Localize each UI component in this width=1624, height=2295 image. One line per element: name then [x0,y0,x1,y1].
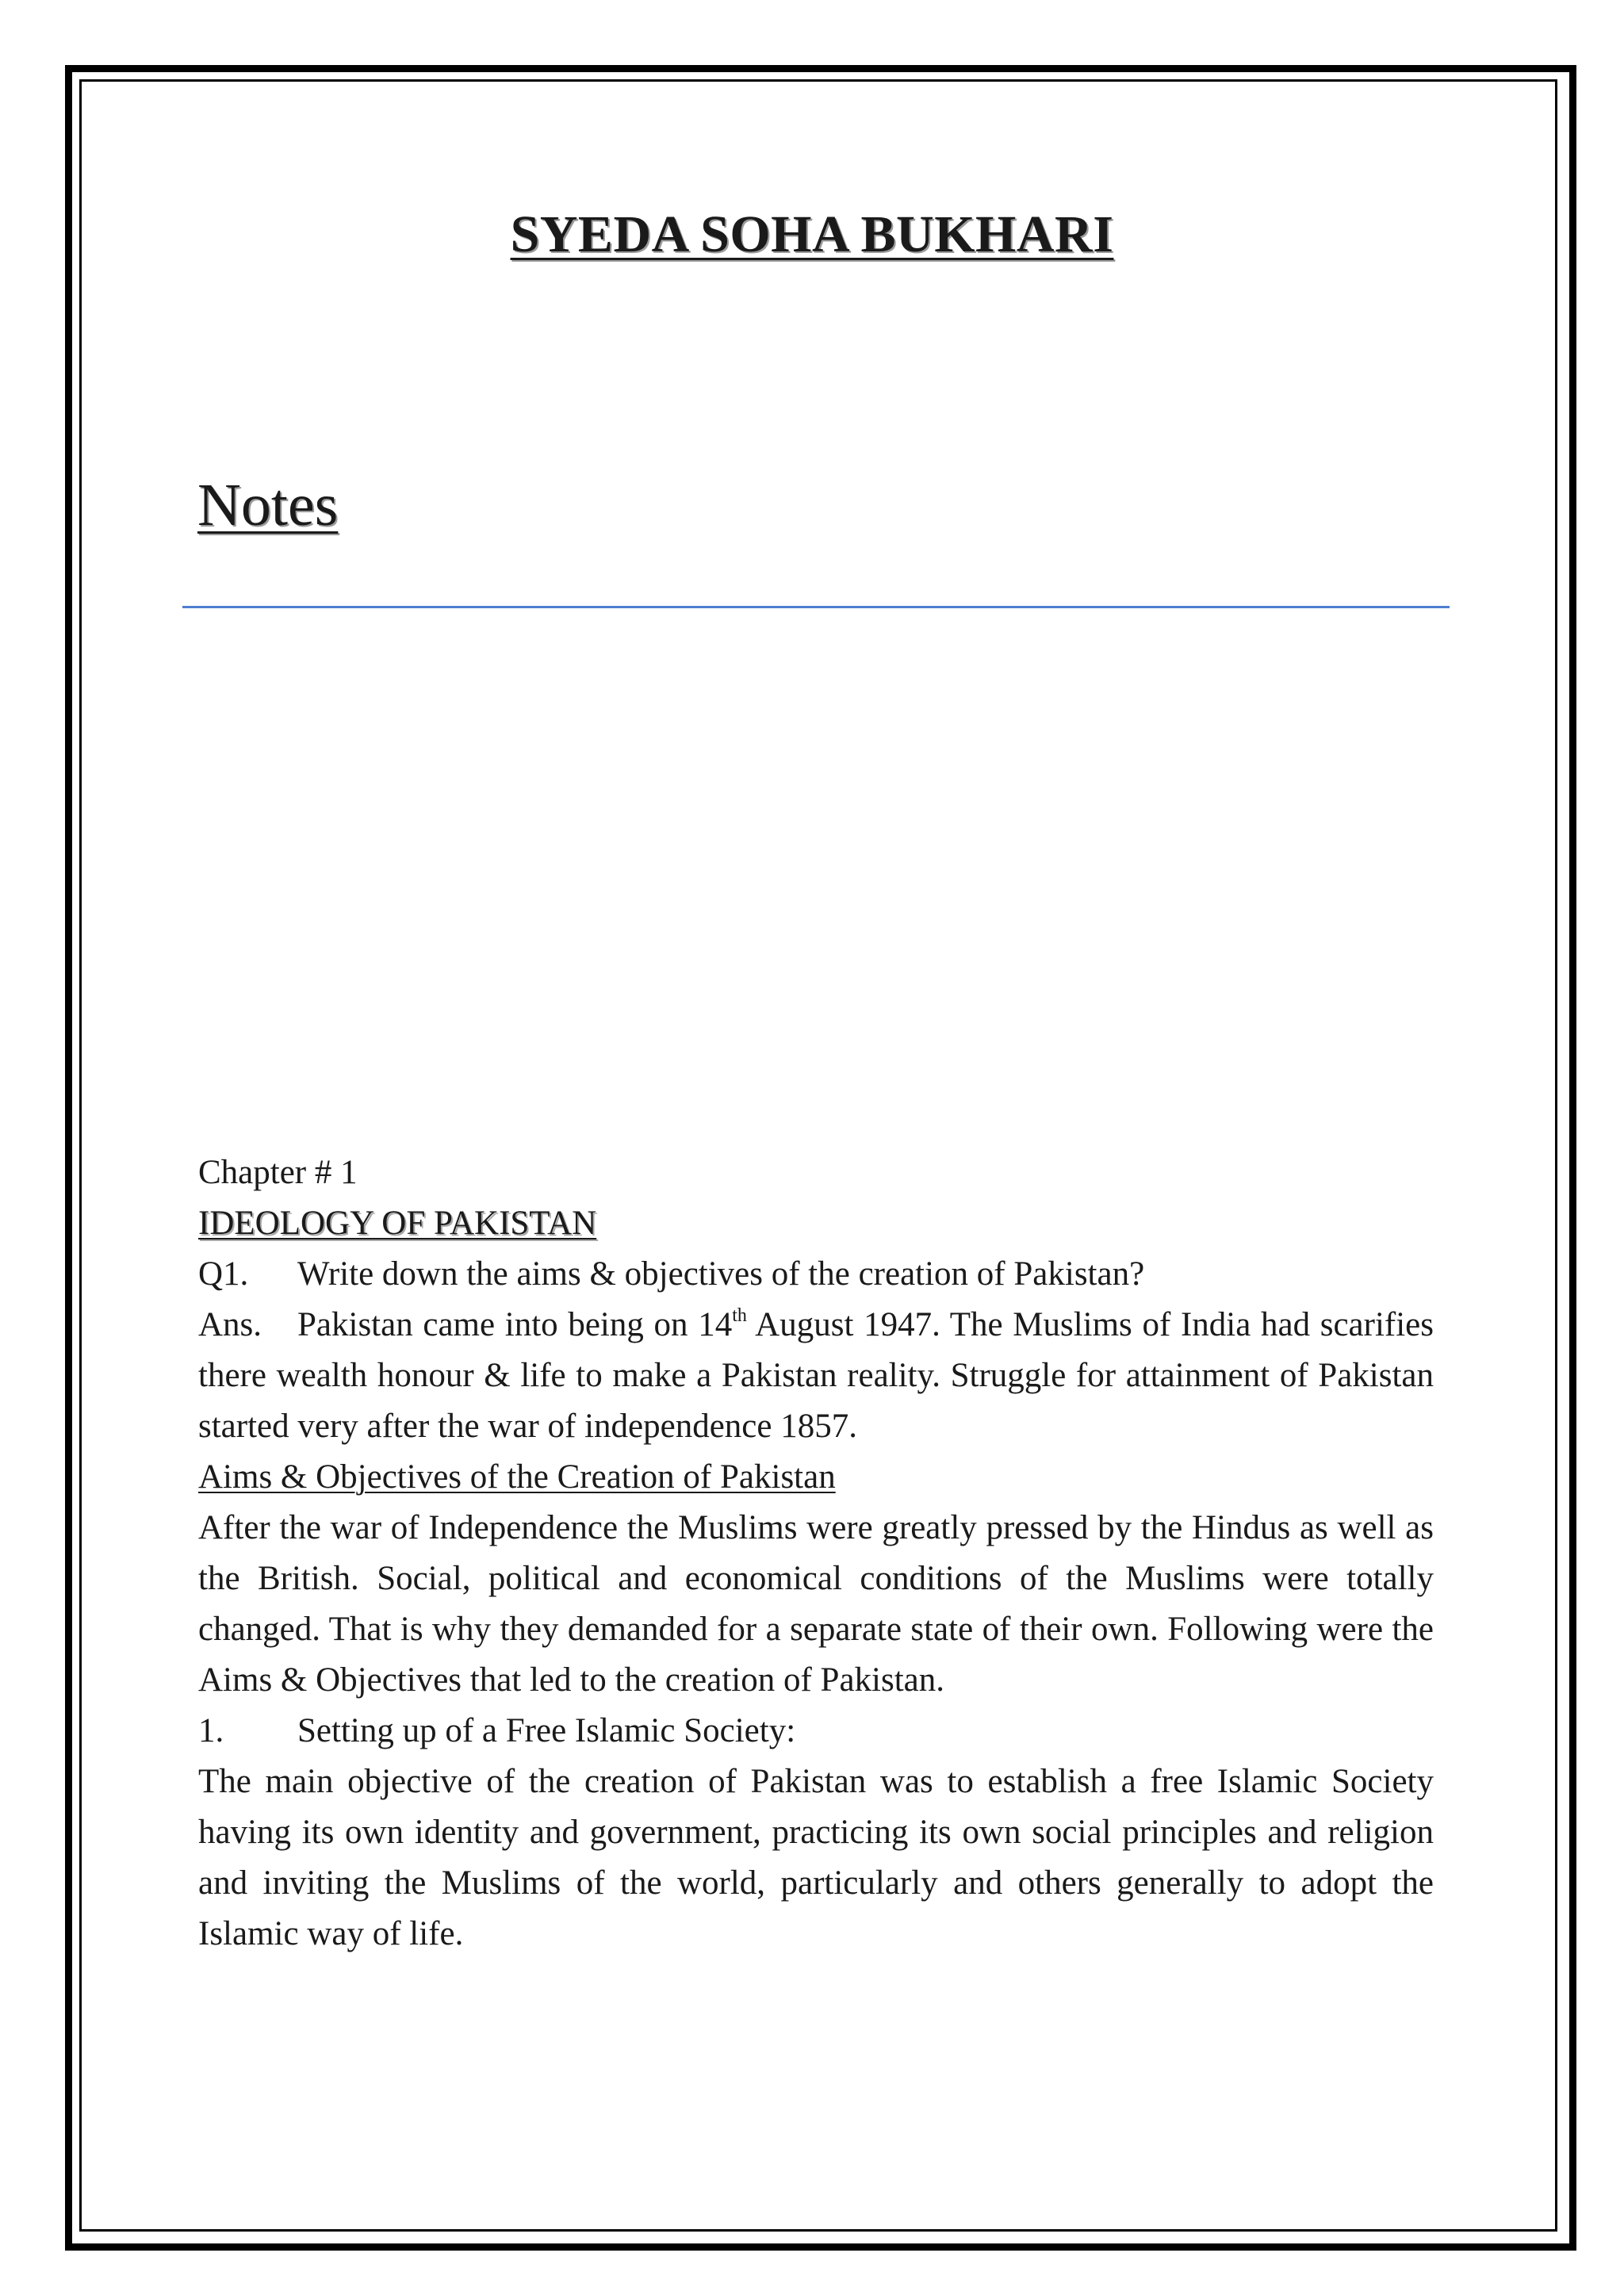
point-body: The main objective of the creation of Pakistan was to establish a free Islamic Society having its own identity and government, practicing its own social principles and religion and inviting the Muslims of the world, particularly and others generally to adopt the Islamic way of life. [198,1763,1434,1952]
point-title: Setting up of a Free Islamic Society: [297,1712,796,1749]
author-title: SYEDA SOHA BUKHARI [510,205,1114,263]
answer-text-end: August 1947. The Muslims of India had scarifies there wealth honour & life to make a Pakistan reality. Struggle for attainment of Pakistan started very after the war of independence 1857. [198,1306,1434,1445]
answer-paragraph [198,1300,1434,1452]
point-number: 1. [198,1712,224,1749]
point-heading [198,1706,1434,1757]
answer-label: Ans. [198,1306,262,1343]
notes-content [198,1148,1434,1960]
chapter-label: Chapter # 1 [198,1154,358,1191]
answer-text-start: Pakistan came into being on 14 [297,1306,733,1343]
section-paragraph: After the war of Independence the Muslims were greatly pressed by the Hindus as well as the British. Social, political and economical conditions of the Muslims were totally changed. That is why they demanded for a separate state of their own. Following were the Aims & Objectives that led to the creation of Pakistan. [198,1509,1434,1699]
horizontal-rule [182,606,1450,608]
notes-heading: Notes [197,472,339,538]
question-text: Write down the aims & objectives of the creation of Pakistan? [297,1255,1145,1293]
section-heading: Aims & Objectives of the Creation of Pakistan [198,1458,836,1496]
answer-superscript: th [732,1305,747,1326]
question-number: Q1. [198,1255,249,1293]
question [198,1249,1434,1300]
chapter-title: IDEOLOGY OF PAKISTAN [198,1205,597,1242]
